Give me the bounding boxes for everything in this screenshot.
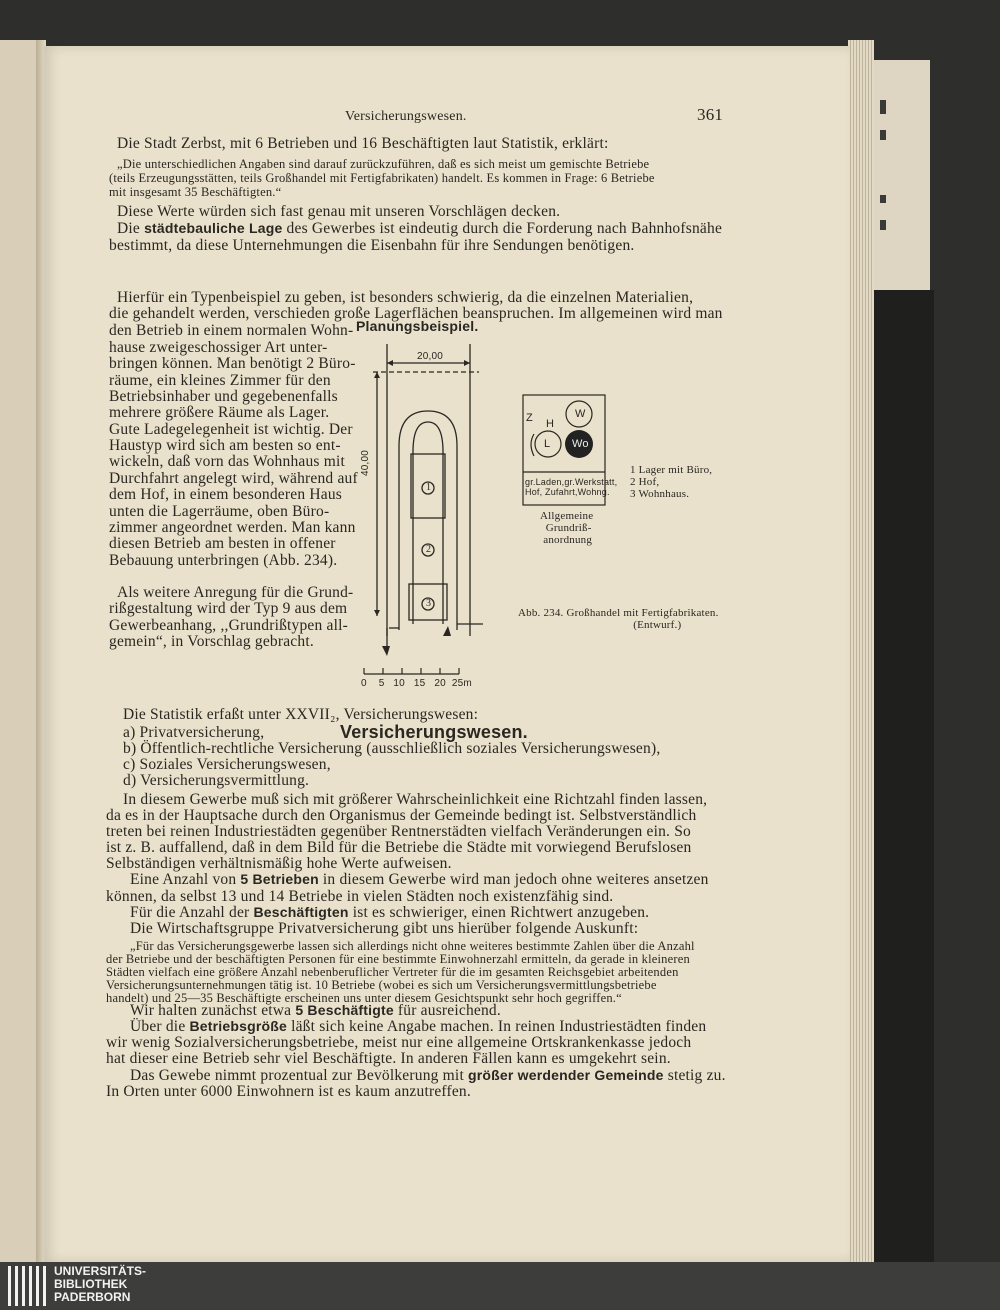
emphasis: 5 Beschäftigte (295, 1002, 394, 1018)
text-line: gemein“, in Vorschlag gebracht. (109, 633, 314, 650)
text-line: ist z. B. auffallend, daß in dem Bild für die Betriebe die Städte mit vorwiegend Berufslosen (106, 839, 692, 856)
text-line: a) Privatversicherung, (123, 724, 265, 741)
running-title: Versicherungswesen. (345, 109, 467, 124)
text-line-emphasis: Wir halten zunächst etwa 5 Beschäftigte für ausreichend. (130, 1002, 501, 1019)
text-line: Versicherungsunternehmungen tätig ist. 10 Betriebe (wobei es sich um Versicherungsvermittlungsbetriebe (106, 978, 657, 992)
text-line: der Betriebe und der beschäftigten Personen für eine bestimmte Einwohnerzahl ermitteln, da gerade in kleineren (106, 952, 690, 966)
emphasis: Beschäftigten (253, 904, 349, 920)
page-number: 361 (697, 105, 724, 124)
schema-box-label: gr.Laden,gr.Werkstatt, Hof, Zufahrt,Wohng. (525, 477, 618, 497)
text-line: In Orten unter 6000 Einwohnern ist es kaum anzutreffen. (106, 1083, 471, 1100)
figure-caption: Abb. 234. Großhandel mit Fertigfabrikaten. (Entwurf.) (518, 607, 719, 631)
schema-l: L (544, 438, 551, 450)
text-line: Gute Ladegelegenheit ist wichtig. Der (109, 421, 353, 438)
text-line: c) Soziales Versicherungswesen, (123, 756, 331, 773)
text-line: hat dieser eine Betrieb sehr viel Beschäftigte. In anderen Fällen kann es umgekehrt sein. (106, 1050, 671, 1067)
text-line: d) Versicherungsvermittlung. (123, 772, 310, 789)
schema-h: H (546, 418, 555, 430)
schema-wo: Wo (572, 438, 589, 450)
text-line: hause zweigeschossiger Art unter- (109, 339, 328, 356)
text-line: die gehandelt werden, verschieden große Lagerflächen beanspruchen. Im allgemeinen wird man (109, 305, 723, 322)
text-line: Betriebsinhaber und gegebenenfalls (109, 388, 338, 405)
text-line: mehrere größere Räume als Lager. (109, 404, 330, 421)
plan-marker-1: 1 (426, 482, 432, 493)
text-line: „Für das Versicherungsgewerbe lassen sich allerdings nicht ohne weiteres bestimmte Zahlen über die Anzahl (130, 939, 695, 953)
text-line: wickeln, daß vorn das Wohnhaus mit (109, 453, 346, 470)
text-line: rißgestaltung wird der Typ 9 aus dem (109, 600, 348, 617)
text-line: treten bei reinen Industriestädten gegenüber Rentnerstädten vielfach Veränderungen ein. So (106, 823, 691, 840)
emphasis: größer werdender Gemeinde (468, 1067, 664, 1083)
text-line-emphasis: Eine Anzahl von 5 Betrieben in diesem Gewerbe wird man jedoch ohne weiteres ansetzen (130, 871, 709, 888)
emphasis: Betriebsgröße (189, 1018, 287, 1034)
text-line: zimmer angeordnet werden. Man kann (109, 519, 356, 536)
length-dimension-label: 40,00 (360, 449, 371, 476)
book-cover-board (874, 290, 934, 1262)
text-line: mit insgesamt 35 Beschäftigten.“ (109, 185, 282, 199)
text-line-emphasis: Das Gewebe nimmt prozentual zur Bevölkerung mit größer werdender Gemeinde stetig zu. (130, 1067, 726, 1084)
text-line: „Die unterschiedlichen Angaben sind darauf zurückzuführen, daß es sich meist um gemischte Betriebe (117, 157, 650, 171)
subheading-planning: Planungsbeispiel. (356, 318, 479, 334)
text-line: Die Statistik erfaßt unter XXVII₂, Versicherungswesen: (123, 706, 479, 723)
schema-z: Z (526, 412, 533, 424)
text-line-emphasis: Für die Anzahl der Beschäftigten ist es schwieriger, einen Richtwert anzugeben. (130, 904, 650, 921)
text-line: Bebauung unterbringen (Abb. 234). (109, 552, 338, 569)
emphasis: 5 Betrieben (240, 871, 319, 887)
facing-page-edge (0, 40, 40, 1262)
text-line: den Betrieb in einem normalen Wohn- (109, 322, 354, 339)
text-line: Hierfür ein Typenbeispiel zu geben, ist besonders schwierig, da die einzelnen Materialien, (117, 289, 694, 306)
schema-w: W (575, 408, 586, 420)
text-line: handelt) und 25—35 Beschäftigte erscheinen uns unter diesem Gesichtspunkt sehr hoch gegriffen.“ (106, 991, 622, 1005)
text-line: Haustyp wird sich am besten so ent- (109, 437, 341, 454)
scale-labels: 0 5 10 15 20 25m (361, 678, 472, 689)
site-plan-figure (359, 336, 519, 696)
text-line: Städten vielfach eine größere Anzahl nebenberuflicher Vertreter für die im gesamten Reichsgebiet arbeitenden (106, 965, 679, 979)
text-line: unten die Lagerräume, oben Büro- (109, 503, 330, 520)
text-line: Als weitere Anregung für die Grund- (117, 584, 354, 601)
text-line: Gewerbeanhang, ,,Grundrißtypen all- (109, 617, 348, 634)
width-dimension-label: 20,00 (417, 351, 444, 362)
text-line: Durchfahrt angelegt wird, während auf (109, 470, 358, 487)
page-edges (848, 40, 874, 1262)
library-name: UNIVERSITÄTS- BIBLIOTHEK PADERBORN (54, 1264, 147, 1304)
text-line: In diesem Gewerbe muß sich mit größerer Wahrscheinlichkeit eine Richtzahl finden lassen, (123, 791, 708, 808)
text-line: bringen können. Man benötigt 2 Büro- (109, 355, 356, 372)
text-line: können, da selbst 13 und 14 Betriebe in vielen Städten noch existenzfähig sind. (106, 888, 614, 905)
schema-caption: Allgemeine Grundriß- anordnung (540, 510, 594, 546)
book-page (44, 46, 850, 1262)
text-line: Selbständigen verhältnismäßig hohe Werte aufweisen. (106, 855, 452, 872)
text-line: bestimmt, da diese Unternehmungen die Eisenbahn für ihre Sendungen benötigen. (109, 237, 635, 254)
text-line: räume, ein kleines Zimmer für den (109, 372, 331, 389)
text-line: b) Öffentlich-rechtliche Versicherung (ausschließlich soziales Versicherungswesen), (123, 740, 661, 757)
plan-marker-3: 3 (426, 598, 432, 609)
text-line: (teils Erzeugungsstätten, teils Großhandel mit Fertigfabrikaten) handelt. Es kommen in Frage: 6 Betriebe (109, 171, 655, 185)
emphasis: städtebauliche Lage (144, 220, 283, 236)
text-line-emphasis: Die städtebauliche Lage des Gewerbes ist eindeutig durch die Forderung nach Bahnhofsnähe (117, 220, 723, 237)
text-line: Die Stadt Zerbst, mit 6 Betrieben und 16 Beschäftigten laut Statistik, erklärt: (117, 135, 609, 152)
text-line: Diese Werte würden sich fast genau mit unseren Vorschlägen decken. (117, 203, 561, 220)
text-line: Die Wirtschaftsgruppe Privatversicherung gibt uns hierüber folgende Auskunft: (130, 920, 639, 937)
text-line: da es in der Hauptsache durch den Organismus der Gemeinde bedingt ist. Selbstverständlich (106, 807, 697, 824)
section-heading: Versicherungswesen. (340, 722, 528, 742)
figure-legend: 1 Lager mit Büro, 2 Hof, 3 Wohnhaus. (630, 464, 713, 500)
plan-marker-2: 2 (426, 544, 432, 555)
text-line: dem Hof, in einem besonderen Haus (109, 486, 343, 503)
board-label-strip (874, 60, 930, 290)
text-line-emphasis: Über die Betriebsgröße läßt sich keine Angabe machen. In reinen Industriestädten finden (130, 1018, 707, 1035)
text-line: wir wenig Sozialversicherungsbetriebe, meist nur eine allgemeine Ortskrankenkasse jedoch (106, 1034, 692, 1051)
library-footer (0, 1262, 1000, 1310)
library-logo-icon (6, 1262, 52, 1308)
text-line: diesen Betrieb am besten in offener (109, 535, 336, 552)
